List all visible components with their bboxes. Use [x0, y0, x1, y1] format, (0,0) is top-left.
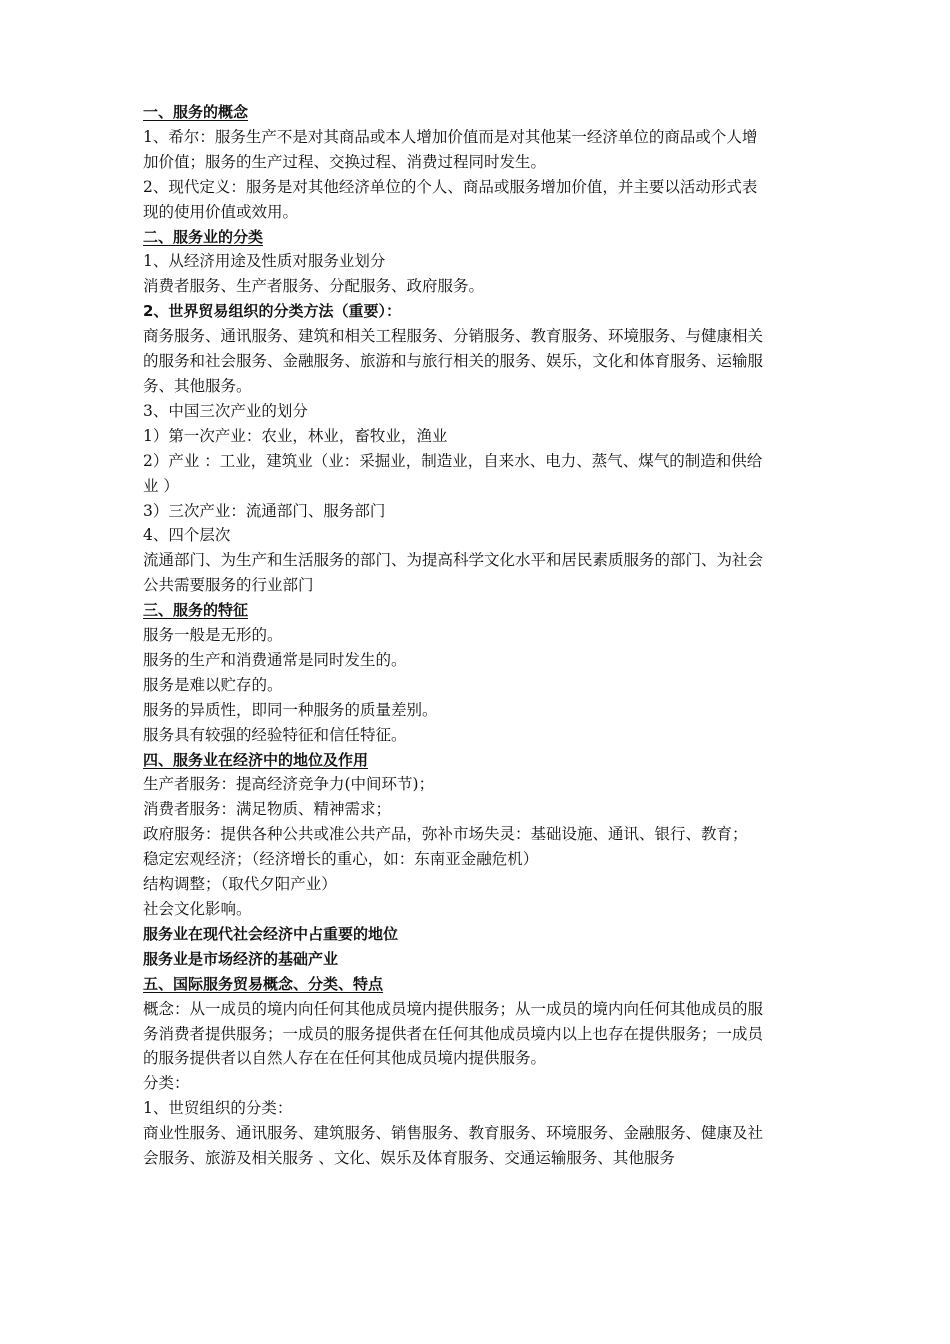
- paragraph-line: 消费者服务、生产者服务、分配服务、政府服务。: [143, 277, 485, 296]
- paragraph-line: 商务服务、通讯服务、建筑和相关工程服务、分销服务、教育服务、环境服务、与健康相关: [143, 327, 764, 346]
- bold-subheading: 2、世界贸易组织的分类方法（重要）：: [143, 302, 401, 321]
- paragraph-line: 的服务和社会服务、金融服务、旅游和与旅行相关的服务、娱乐，文化和体育服务、运输服: [143, 352, 764, 371]
- paragraph-line: 服务一般是无形的。: [143, 626, 283, 645]
- bold-statement: 服务业在现代社会经济中占重要的地位: [143, 924, 399, 943]
- paragraph-line: 公共需要服务的行业部门: [143, 576, 314, 595]
- paragraph-line: 加价值；服务的生产过程、交换过程、消费过程同时发生。: [143, 152, 547, 171]
- paragraph-line: 的服务提供者以自然人存在在任何其他成员境内提供服务。: [143, 1049, 547, 1068]
- section-heading-2: 二、服务业的分类: [143, 227, 264, 246]
- paragraph-line: 稳定宏观经济；（经济增长的重心，如：东南亚金融危机）: [143, 850, 539, 869]
- paragraph-line: 业 ）: [143, 476, 179, 495]
- paragraph-line: 服务具有较强的经验特征和信任特征。: [143, 725, 407, 744]
- paragraph-line: 服务的生产和消费通常是同时发生的。: [143, 650, 407, 669]
- section-heading-5: 五、国际服务贸易概念、分类、特点: [143, 974, 384, 993]
- section-heading-3: 三、服务的特征: [143, 601, 249, 620]
- bold-statement: 服务业是市场经济的基础产业: [143, 949, 339, 968]
- paragraph-line: 流通部门、为生产和生活服务的部门、为提高科学文化水平和居民素质服务的部门、为社会: [143, 551, 764, 570]
- paragraph-line: 1、希尔：服务生产不是对其商品或本人增加价值而是对其他某一经济单位的商品或个人增: [143, 127, 758, 146]
- paragraph-line: 1、从经济用途及性质对服务业划分: [143, 252, 386, 271]
- paragraph-line: 分类：: [143, 1074, 190, 1093]
- paragraph-line: 2）产业 ：工业，建筑业（业：采掘业，制造业，自来水、电力、蒸气、煤气的制造和供给: [143, 451, 763, 470]
- paragraph-line: 服务是难以贮存的。: [143, 675, 283, 694]
- paragraph-line: 务消费者提供服务；一成员的服务提供者在任何其他成员境内以上也存在提供服务；一成员: [143, 1024, 764, 1043]
- paragraph-line: 现的使用价值或效用。: [143, 202, 299, 221]
- paragraph-line: 服务的异质性，即同一种服务的质量差别。: [143, 700, 438, 719]
- section-heading-4: 四、服务业在经济中的地位及作用: [143, 750, 369, 769]
- paragraph-line: 消费者服务：满足物质、精神需求；: [143, 800, 392, 819]
- paragraph-line: 生产者服务：提高经济竞争力(中间环节)；: [143, 775, 435, 794]
- paragraph-line: 3）三次产业：流通部门、服务部门: [143, 501, 386, 520]
- paragraph-line: 2、现代定义：服务是对其他经济单位的个人、商品或服务增加价值，并主要以活动形式表: [143, 177, 758, 196]
- paragraph-line: 4、四个层次: [143, 526, 231, 545]
- paragraph-line: 会服务、旅游及相关服务 、文化、娱乐及体育服务、交通运输服务、其他服务: [143, 1149, 675, 1168]
- paragraph-line: 社会文化影响。: [143, 900, 252, 918]
- paragraph-line: 结构调整；（取代夕阳产业）: [143, 875, 337, 894]
- paragraph-line: 3、中国三次产业的划分: [143, 401, 308, 420]
- paragraph-line: 1）第一次产业：农业，林业，畜牧业，渔业: [143, 426, 448, 445]
- document-page: [143, 100, 823, 1171]
- section-heading-1: 一、服务的概念: [143, 103, 249, 121]
- paragraph-line: 概念：从一成员的境内向任何其他成员境内提供服务；从一成员的境内向任何其他成员的服: [143, 999, 764, 1018]
- paragraph-line: 政府服务：提供各种公共或准公共产品，弥补市场失灵：基础设施、通讯、银行、教育；: [143, 825, 748, 844]
- paragraph-line: 务、其他服务。: [143, 376, 252, 395]
- paragraph-line: 1、世贸组织的分类：: [143, 1099, 293, 1118]
- paragraph-line: 商业性服务、通讯服务、建筑服务、销售服务、教育服务、环境服务、金融服务、健康及社: [143, 1124, 764, 1143]
